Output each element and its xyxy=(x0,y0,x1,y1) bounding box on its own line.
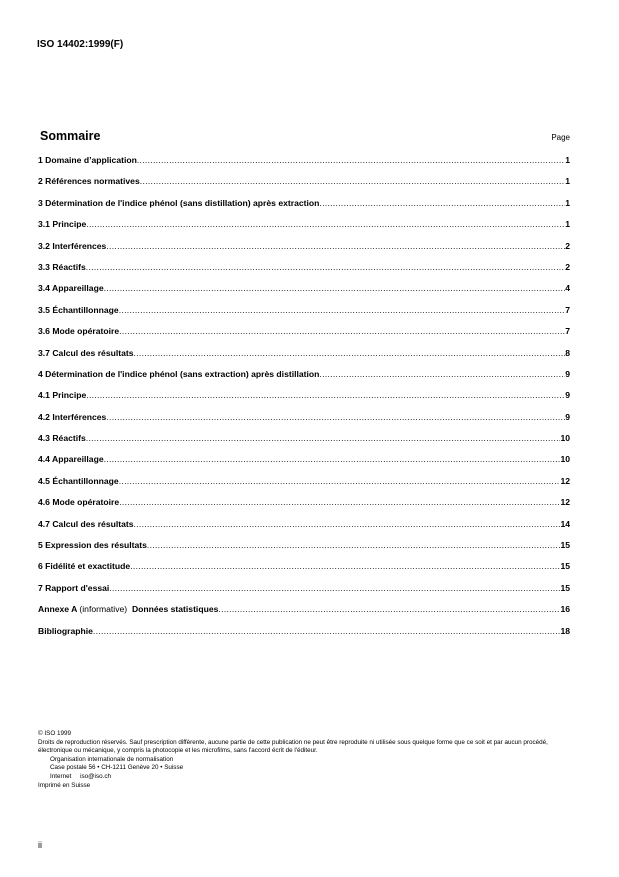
document-id: ISO 14402:1999(F) xyxy=(37,39,124,50)
toc-entry[interactable] xyxy=(38,433,570,454)
toc-leader-dots xyxy=(137,155,565,165)
toc-entry[interactable] xyxy=(38,198,570,219)
organisation-name: Organisation internationale de normalisation xyxy=(50,755,174,763)
toc-entry-page: 9 xyxy=(565,368,570,379)
toc-entry-label: 5 Expression des résultats xyxy=(38,540,147,551)
toc-entry-label: 4.1 Principe xyxy=(38,390,87,401)
toc-entry-page: 16 xyxy=(560,604,570,615)
toc-entry[interactable] xyxy=(38,540,570,561)
toc-entry-page: 7 xyxy=(565,304,570,315)
toc-entry-page: 15 xyxy=(560,540,570,551)
toc-entry[interactable] xyxy=(38,369,570,390)
toc-leader-dots xyxy=(86,219,565,229)
toc-leader-dots xyxy=(109,583,560,593)
toc-leader-dots xyxy=(319,369,565,379)
rights-notice: Droits de reproduction réservés. Sauf prescription différente, aucune partie de cette publication ne peut être reproduite ni utilisée sous quelque forme que ce soit et par aucun procédé, électronique ou mécanique, y compris la photocopie et les microfilms, sans l'accord écrit de l'éditeur. xyxy=(38,738,548,755)
toc-page-label: Page xyxy=(551,133,570,142)
toc-header xyxy=(40,129,570,145)
toc-entry[interactable] xyxy=(38,390,570,411)
internet-label: Internet xyxy=(50,772,72,780)
toc-entry-label: 4.5 Échantillonnage xyxy=(38,475,119,486)
toc-leader-dots xyxy=(106,412,565,422)
toc-entry-label: 4.3 Réactifs xyxy=(38,433,86,444)
toc-entry-page: 15 xyxy=(560,582,570,593)
toc-leader-dots xyxy=(119,305,566,315)
table-of-contents xyxy=(38,155,570,647)
toc-leader-dots xyxy=(86,390,565,400)
toc-entry[interactable] xyxy=(38,305,570,326)
toc-leader-dots xyxy=(147,540,561,550)
internet-email[interactable]: iso@iso.ch xyxy=(80,772,112,780)
toc-leader-dots xyxy=(130,561,560,571)
toc-entry[interactable] xyxy=(38,412,570,433)
toc-entry-label: 1 Domaine d’application xyxy=(38,155,137,165)
toc-entry-label: 3.6 Mode opératoire xyxy=(38,326,120,337)
toc-entry-page: 8 xyxy=(565,347,570,358)
page-number: ii xyxy=(38,840,42,850)
toc-leader-dots xyxy=(106,241,565,251)
toc-leader-dots xyxy=(104,283,566,293)
toc-entry[interactable] xyxy=(38,326,570,347)
toc-leader-dots xyxy=(218,604,560,614)
toc-entry-label: 3 Détermination de l'indice phénol (sans distillation) après extraction xyxy=(38,197,320,208)
toc-entry-label: 6 Fidélité et exactitude xyxy=(38,561,131,572)
toc-entry-page: 1 xyxy=(565,197,570,208)
toc-entry-page: 9 xyxy=(565,411,570,422)
toc-entry-label: 3.7 Calcul des résultats xyxy=(38,347,134,358)
toc-leader-dots xyxy=(86,433,561,443)
toc-entry-label: 4 Détermination de l'indice phénol (sans extraction) après distillation xyxy=(38,368,320,379)
toc-leader-dots xyxy=(119,476,561,486)
toc-entry-label: 2 Références normatives xyxy=(38,176,140,187)
toc-entry[interactable] xyxy=(38,497,570,518)
toc-entry-label: 4.7 Calcul des résultats xyxy=(38,518,134,529)
toc-entry-label xyxy=(38,604,218,614)
toc-entry-page: 10 xyxy=(560,454,570,465)
toc-entry-label: 4.6 Mode opératoire xyxy=(38,497,120,508)
toc-entry[interactable] xyxy=(38,155,570,176)
toc-entry-page: 1 xyxy=(565,219,570,230)
toc-entry-page: 2 xyxy=(565,261,570,272)
toc-leader-dots xyxy=(134,348,566,358)
toc-leader-dots xyxy=(93,626,561,636)
toc-entry-page: 18 xyxy=(560,625,570,636)
toc-entry[interactable] xyxy=(38,348,570,369)
toc-entry-page: 9 xyxy=(565,390,570,401)
toc-entry[interactable] xyxy=(38,519,570,540)
toc-entry[interactable] xyxy=(38,476,570,497)
annex-label: Annexe A xyxy=(38,604,77,615)
copyright-footer xyxy=(38,730,578,790)
toc-leader-dots xyxy=(319,198,565,208)
toc-entry-page: 12 xyxy=(560,497,570,508)
toc-entry-label: 4.2 Interférences xyxy=(38,411,107,422)
annex-type: (informative) xyxy=(79,604,128,615)
toc-entry[interactable] xyxy=(38,626,570,647)
toc-leader-dots xyxy=(140,176,565,186)
toc-leader-dots xyxy=(104,454,561,464)
toc-entry[interactable] xyxy=(38,176,570,197)
toc-entry[interactable] xyxy=(38,583,570,604)
toc-leader-dots xyxy=(119,326,565,336)
copyright-line: © ISO 1999 xyxy=(38,730,71,737)
toc-entry-label: 4.4 Appareillage xyxy=(38,454,104,465)
toc-entry[interactable] xyxy=(38,219,570,240)
toc-entry-page: 15 xyxy=(560,561,570,572)
toc-entry[interactable] xyxy=(38,262,570,283)
toc-entry[interactable] xyxy=(38,454,570,475)
internet-line xyxy=(38,773,578,782)
toc-entry-annex-a[interactable] xyxy=(38,604,570,625)
toc-entry[interactable] xyxy=(38,241,570,262)
toc-leader-dots xyxy=(134,519,561,529)
toc-entry-page: 7 xyxy=(565,326,570,337)
toc-leader-dots xyxy=(119,497,560,507)
toc-entry-label: 3.4 Appareillage xyxy=(38,283,104,294)
toc-entry-page: 4 xyxy=(565,283,570,294)
toc-entry[interactable] xyxy=(38,561,570,582)
toc-entry-page: 10 xyxy=(560,433,570,444)
toc-title: Sommaire xyxy=(40,129,101,143)
annex-title: Données statistiques xyxy=(131,604,219,615)
toc-leader-dots xyxy=(86,262,565,272)
toc-entry-page: 14 xyxy=(560,518,570,529)
toc-entry-page: 2 xyxy=(565,240,570,251)
toc-entry-label: 7 Rapport d'essai xyxy=(38,582,110,593)
toc-entry-label: 3.2 Interférences xyxy=(38,240,107,251)
toc-entry-page: 1 xyxy=(565,176,570,187)
toc-entry-page: 12 xyxy=(560,475,570,486)
toc-entry-label: 3.1 Principe xyxy=(38,219,87,230)
toc-entry-label: 3.3 Réactifs xyxy=(38,261,86,272)
toc-entry-label: Bibliographie xyxy=(38,625,93,636)
printed-in: Imprimé en Suisse xyxy=(38,781,91,789)
postal-address: Case postale 56 • CH-1211 Genève 20 • Suisse xyxy=(50,764,184,772)
toc-entry[interactable] xyxy=(38,283,570,304)
toc-entry-label: 3.5 Échantillonnage xyxy=(38,304,119,315)
toc-entry-page: 1 xyxy=(565,155,570,165)
